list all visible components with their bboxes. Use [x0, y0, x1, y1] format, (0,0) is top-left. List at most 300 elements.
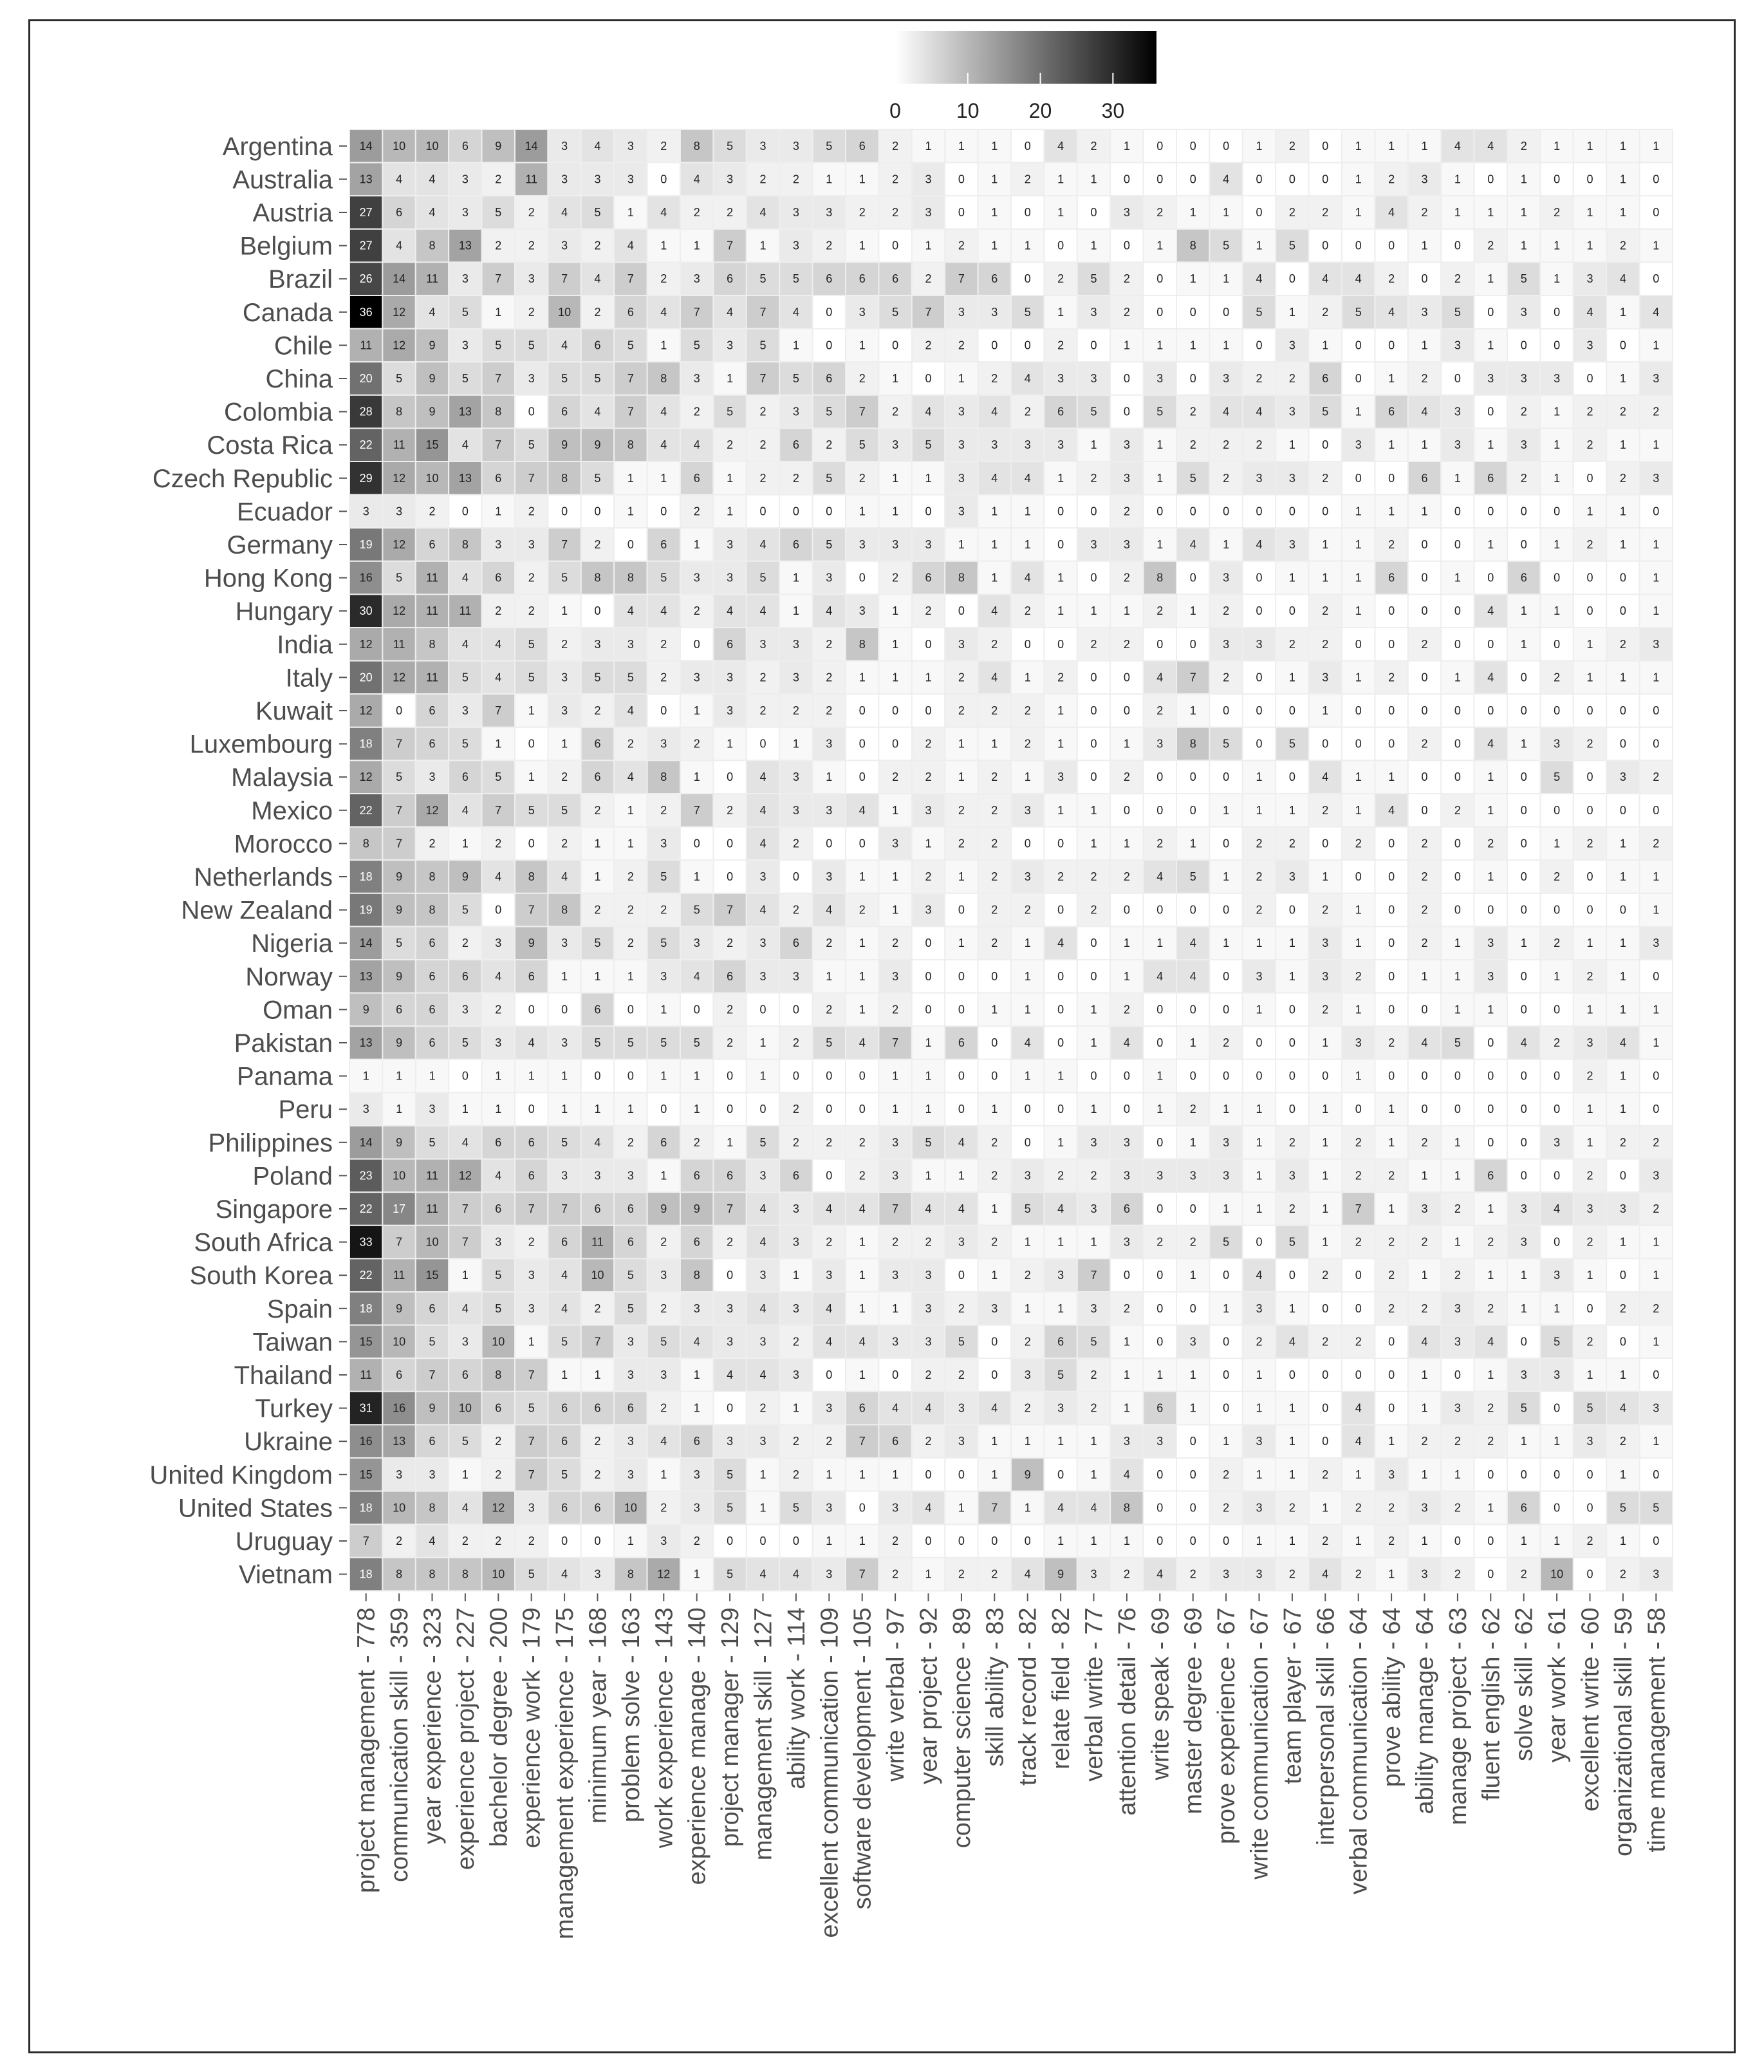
cell-value-label: 1 — [1619, 505, 1626, 518]
cell-value-label: 2 — [1520, 471, 1527, 485]
cell-value-label: 0 — [1288, 704, 1295, 717]
cell-value-label: 2 — [792, 903, 799, 917]
cell-value-label: 0 — [1355, 1302, 1362, 1315]
row-label: Australia — [232, 165, 333, 194]
cell-value-label: 3 — [958, 637, 965, 651]
cell-value-label: 2 — [495, 604, 502, 618]
cell-value-label: 3 — [826, 1401, 833, 1415]
cell-value-label: 2 — [495, 173, 502, 186]
cell-value-label: 2 — [1322, 1269, 1329, 1282]
cell-value-label: 0 — [727, 1069, 734, 1083]
cell-value-label: 0 — [1586, 1468, 1593, 1481]
cell-value-label: 2 — [826, 239, 833, 252]
cell-value-label: 6 — [1156, 1401, 1164, 1415]
cell-value-label: 1 — [1189, 837, 1196, 850]
cell-value-label: 3 — [727, 173, 734, 186]
cell-value-label: 4 — [1057, 1202, 1064, 1215]
cell-value-label: 0 — [1520, 538, 1527, 551]
cell-value-label: 1 — [1388, 1135, 1395, 1149]
cell-value-label: 1 — [1388, 770, 1395, 784]
cell-value-label: 0 — [1554, 1468, 1561, 1481]
cell-value-label: 1 — [958, 870, 965, 883]
cell-value-label: 1 — [495, 1069, 502, 1083]
cell-value-label: 5 — [495, 1302, 502, 1315]
cell-value-label: 33 — [359, 1235, 373, 1249]
cell-value-label: 0 — [1090, 339, 1097, 352]
cell-value-label: 6 — [727, 637, 734, 651]
cell-value-label: 4 — [759, 1368, 766, 1381]
cell-value-label: 3 — [792, 1235, 799, 1249]
cell-value-label: 3 — [561, 1169, 568, 1182]
cell-value-label: 1 — [892, 1468, 899, 1481]
cell-value-label: 1 — [1090, 1468, 1097, 1481]
cell-value-label: 1 — [561, 1103, 568, 1116]
cell-value-label: 1 — [1057, 173, 1064, 186]
cell-value-label: 0 — [594, 1535, 601, 1547]
cell-value-label: 6 — [792, 538, 799, 551]
cell-value-label: 19 — [359, 903, 373, 917]
cell-value-label: 0 — [892, 1368, 899, 1381]
cell-value-label: 3 — [627, 1169, 634, 1182]
cell-value-label: 2 — [792, 1435, 799, 1448]
cell-value-label: 5 — [660, 870, 667, 883]
cell-value-label: 5 — [594, 471, 601, 485]
cell-value-label: 0 — [727, 1103, 734, 1116]
cell-value-label: 0 — [1156, 1036, 1164, 1049]
cell-value-label: 2 — [1223, 1468, 1230, 1481]
cell-value-label: 1 — [1189, 1135, 1196, 1149]
cell-value-label: 1 — [1520, 206, 1527, 219]
cell-value-label: 0 — [925, 1468, 932, 1481]
cell-value-label: 5 — [859, 438, 866, 452]
cell-value-label: 3 — [1322, 937, 1329, 950]
cell-value-label: 0 — [1487, 637, 1494, 651]
cell-value-label: 0 — [1090, 969, 1097, 983]
cell-value-label: 6 — [925, 571, 932, 584]
cell-value-label: 3 — [1123, 538, 1130, 551]
row-label: Belgium — [239, 232, 333, 261]
cell-value-label: 12 — [393, 538, 406, 551]
cell-value-label: 1 — [1487, 438, 1494, 452]
cell-value-label: 2 — [429, 505, 436, 518]
cell-value-label: 2 — [693, 505, 700, 518]
cell-value-label: 0 — [1653, 969, 1660, 983]
cell-value-label: 0 — [1322, 737, 1329, 751]
cell-value-label: 1 — [991, 1468, 998, 1481]
cell-value-label: 4 — [1487, 671, 1494, 684]
cell-value-label: 3 — [396, 1468, 403, 1481]
cell-value-label: 0 — [1520, 837, 1527, 850]
cell-value-label: 5 — [660, 937, 667, 950]
cell-value-label: 0 — [859, 770, 866, 784]
cell-value-label: 18 — [359, 737, 373, 751]
cell-value-label: 3 — [1454, 1335, 1461, 1349]
cell-value-label: 0 — [1223, 1401, 1230, 1415]
cell-value-label: 0 — [1487, 1535, 1494, 1547]
cell-value-label: 0 — [1355, 737, 1362, 751]
cell-value-label: 4 — [792, 305, 799, 319]
cell-value-label: 1 — [1653, 571, 1660, 584]
cell-value-label: 3 — [892, 1501, 899, 1515]
cell-value-label: 2 — [1024, 173, 1031, 186]
cell-value-label: 2 — [1288, 139, 1295, 153]
cell-value-label: 13 — [359, 173, 373, 186]
column-label: write verbal - 97 — [882, 1607, 910, 1782]
cell-value-label: 1 — [925, 1103, 932, 1116]
cell-value-label: 4 — [693, 969, 700, 983]
cell-value-label: 0 — [1156, 1501, 1164, 1515]
cell-value-label: 1 — [1189, 704, 1196, 717]
cell-value-label: 0 — [826, 1368, 833, 1381]
legend-colorbar — [895, 31, 1156, 84]
cell-value-label: 3 — [660, 1535, 667, 1547]
cell-value-label: 0 — [660, 173, 667, 186]
cell-value-label: 2 — [1024, 604, 1031, 618]
cell-value-label: 10 — [393, 1335, 406, 1349]
cell-value-label: 9 — [396, 1302, 403, 1315]
cell-value-label: 1 — [1586, 671, 1593, 684]
cell-value-label: 1 — [859, 1269, 866, 1282]
cell-value-label: 0 — [1189, 1468, 1196, 1481]
cell-value-label: 1 — [1322, 870, 1329, 883]
cell-value-label: 0 — [1256, 571, 1263, 584]
cell-value-label: 7 — [859, 1567, 866, 1581]
cell-value-label: 3 — [1189, 1169, 1196, 1182]
column-label: excellent write - 60 — [1577, 1607, 1604, 1812]
cell-value-label: 2 — [826, 704, 833, 717]
cell-value-label: 0 — [1024, 837, 1031, 850]
cell-value-label: 2 — [958, 339, 965, 352]
cell-value-label: 2 — [727, 803, 734, 817]
cell-value-label: 4 — [660, 305, 667, 319]
cell-value-label: 1 — [528, 704, 535, 717]
cell-value-label: 0 — [1156, 637, 1164, 651]
cell-value-label: 3 — [792, 671, 799, 684]
cell-value-label: 5 — [1355, 305, 1362, 319]
cell-value-label: 4 — [826, 1202, 833, 1215]
cell-value-label: 3 — [561, 671, 568, 684]
cell-value-label: 0 — [1619, 903, 1626, 917]
cell-value-label: 6 — [429, 704, 436, 717]
cell-value-label: 1 — [1619, 1468, 1626, 1481]
cell-value-label: 0 — [1223, 505, 1230, 518]
column-label: minimum year - 168 — [584, 1607, 612, 1824]
column-label: master degree - 69 — [1180, 1607, 1207, 1815]
cell-value-label: 1 — [1189, 339, 1196, 352]
cell-value-label: 3 — [461, 272, 469, 286]
cell-value-label: 0 — [1487, 505, 1494, 518]
cell-value-label: 0 — [792, 1535, 799, 1547]
cell-value-label: 2 — [958, 1567, 965, 1581]
cell-value-label: 1 — [1421, 505, 1428, 518]
cell-value-label: 2 — [1653, 770, 1660, 784]
cell-value-label: 1 — [1421, 1535, 1428, 1547]
cell-value-label: 2 — [1487, 239, 1494, 252]
cell-value-label: 3 — [892, 1269, 899, 1282]
cell-value-label: 1 — [1090, 1036, 1097, 1049]
cell-value-label: 2 — [1322, 1335, 1329, 1349]
cell-value-label: 2 — [792, 471, 799, 485]
cell-value-label: 3 — [1454, 438, 1461, 452]
cell-value-label: 6 — [727, 1169, 734, 1182]
cell-value-label: 0 — [1256, 339, 1263, 352]
cell-value-label: 1 — [1454, 206, 1461, 219]
cell-value-label: 0 — [1421, 538, 1428, 551]
cell-value-label: 2 — [991, 803, 998, 817]
cell-value-label: 5 — [727, 139, 734, 153]
cell-value-label: 2 — [892, 1003, 899, 1016]
cell-value-label: 4 — [859, 1036, 866, 1049]
cell-value-label: 4 — [1024, 1567, 1031, 1581]
cell-value-label: 1 — [693, 1069, 700, 1083]
cell-value-label: 1 — [859, 870, 866, 883]
cell-value-label: 3 — [461, 704, 469, 717]
cell-value-label: 1 — [991, 139, 998, 153]
cell-value-label: 0 — [1520, 803, 1527, 817]
cell-value-label: 0 — [1322, 505, 1329, 518]
cell-value-label: 6 — [859, 272, 866, 286]
cell-value-label: 0 — [1520, 1468, 1527, 1481]
cell-value-label: 1 — [991, 239, 998, 252]
cell-value-label: 5 — [1653, 1501, 1660, 1515]
cell-value-label: 0 — [1189, 770, 1196, 784]
cell-value-label: 6 — [1487, 1169, 1494, 1182]
cell-value-label: 1 — [1090, 173, 1097, 186]
cell-value-label: 1 — [1189, 1401, 1196, 1415]
cell-value-label: 0 — [627, 1069, 634, 1083]
row-label: Costa Rica — [207, 431, 333, 460]
cell-value-label: 2 — [958, 1368, 965, 1381]
cell-value-label: 3 — [1586, 1435, 1593, 1448]
cell-value-label: 0 — [1024, 637, 1031, 651]
cell-value-label: 6 — [561, 1235, 568, 1249]
cell-value-label: 5 — [693, 903, 700, 917]
cell-value-label: 1 — [1355, 770, 1362, 784]
cell-value-label: 1 — [1223, 803, 1230, 817]
cell-value-label: 6 — [792, 937, 799, 950]
cell-value-label: 3 — [1554, 372, 1561, 385]
cell-value-label: 3 — [792, 139, 799, 153]
cell-value-label: 0 — [958, 604, 965, 618]
cell-value-label: 2 — [1090, 1169, 1097, 1182]
cell-value-label: 2 — [495, 1535, 502, 1547]
cell-value-label: 0 — [1355, 471, 1362, 485]
cell-value-label: 1 — [1619, 870, 1626, 883]
cell-value-label: 2 — [1090, 903, 1097, 917]
cell-value-label: 3 — [1586, 1036, 1593, 1049]
cell-value-label: 2 — [1487, 1235, 1494, 1249]
cell-value-label: 3 — [1421, 1567, 1428, 1581]
cell-value-label: 1 — [1520, 1435, 1527, 1448]
cell-value-label: 1 — [859, 1235, 866, 1249]
cell-value-label: 3 — [461, 1335, 469, 1349]
cell-value-label: 1 — [1322, 571, 1329, 584]
cell-value-label: 1 — [1421, 239, 1428, 252]
cell-value-label: 1 — [1322, 538, 1329, 551]
cell-value-label: 0 — [727, 770, 734, 784]
cell-value-label: 0 — [1421, 770, 1428, 784]
cell-value-label: 4 — [1057, 139, 1064, 153]
cell-value-label: 0 — [958, 173, 965, 186]
cell-value-label: 0 — [693, 637, 700, 651]
cell-value-label: 2 — [1223, 471, 1230, 485]
cell-value-label: 0 — [1586, 173, 1593, 186]
cell-value-label: 3 — [528, 372, 535, 385]
cell-value-label: 2 — [859, 471, 866, 485]
cell-value-label: 4 — [461, 571, 469, 584]
cell-value-label: 5 — [693, 1036, 700, 1049]
cell-value-label: 2 — [1421, 1135, 1428, 1149]
legend-tick-label: 30 — [1101, 99, 1125, 122]
cell-value-label: 0 — [925, 372, 932, 385]
cell-value-label: 8 — [429, 903, 436, 917]
cell-value-label: 3 — [792, 405, 799, 418]
cell-value-label: 0 — [1388, 1069, 1395, 1083]
cell-value-label: 0 — [1554, 571, 1561, 584]
cell-value-label: 3 — [1653, 372, 1660, 385]
cell-value-label: 1 — [759, 1501, 766, 1515]
cell-value-label: 13 — [393, 1435, 406, 1448]
cell-value-label: 1 — [1223, 1435, 1230, 1448]
cell-value-label: 10 — [425, 139, 439, 153]
cell-value-label: 5 — [528, 339, 535, 352]
cell-value-label: 1 — [1653, 339, 1660, 352]
cell-value-label: 2 — [594, 1435, 601, 1448]
cell-value-label: 4 — [826, 604, 833, 618]
row-labels — [149, 133, 347, 1589]
cell-value-label: 1 — [759, 239, 766, 252]
cell-value-label: 5 — [792, 1501, 799, 1515]
cell-value-label: 0 — [1322, 239, 1329, 252]
column-label: attention detail - 76 — [1113, 1607, 1141, 1816]
cell-value-label: 5 — [792, 272, 799, 286]
cell-value-label: 1 — [1653, 438, 1660, 452]
cell-value-label: 3 — [528, 538, 535, 551]
cell-value-label: 15 — [425, 438, 439, 452]
cell-value-label: 1 — [792, 339, 799, 352]
cell-value-label: 1 — [1355, 1535, 1362, 1547]
cell-value-label: 3 — [594, 1169, 601, 1182]
cell-value-label: 0 — [1388, 637, 1395, 651]
cell-value-label: 1 — [461, 837, 469, 850]
cell-value-label: 1 — [1189, 1036, 1196, 1049]
cell-value-label: 9 — [528, 937, 535, 950]
cell-value-label: 0 — [1256, 1069, 1263, 1083]
cell-value-label: 0 — [1123, 1269, 1130, 1282]
cell-value-label: 4 — [759, 538, 766, 551]
cell-value-label: 0 — [1355, 704, 1362, 717]
cell-value-label: 6 — [495, 1401, 502, 1415]
cell-value-label: 2 — [925, 1435, 932, 1448]
cell-value-label: 1 — [1288, 969, 1295, 983]
cell-value-label: 0 — [1355, 1269, 1362, 1282]
cell-value-label: 6 — [1487, 471, 1494, 485]
cell-value-label: 4 — [1322, 770, 1329, 784]
cell-value-label: 3 — [1189, 1335, 1196, 1349]
cell-value-label: 3 — [1090, 1135, 1097, 1149]
cell-value-label: 6 — [461, 1368, 469, 1381]
cell-value-label: 2 — [727, 1003, 734, 1016]
row-label: Luxembourg — [189, 730, 333, 759]
cell-value-label: 0 — [1586, 1302, 1593, 1315]
cell-value-label: 6 — [660, 538, 667, 551]
cell-value-label: 0 — [1189, 903, 1196, 917]
cell-value-label: 6 — [429, 937, 436, 950]
cell-value-label: 0 — [1454, 604, 1461, 618]
cell-value-label: 5 — [727, 1501, 734, 1515]
cell-value-label: 2 — [792, 1335, 799, 1349]
cell-value-label: 0 — [1024, 1103, 1031, 1116]
cell-value-label: 0 — [1421, 1003, 1428, 1016]
cell-value-label: 0 — [1520, 870, 1527, 883]
cell-value-label: 0 — [1223, 770, 1230, 784]
cell-value-label: 0 — [958, 1535, 965, 1547]
cell-value-label: 0 — [1189, 505, 1196, 518]
cell-value-label: 0 — [859, 1501, 866, 1515]
cell-value-label: 1 — [1322, 1501, 1329, 1515]
cell-value-label: 1 — [1322, 1103, 1329, 1116]
cell-value-label: 3 — [693, 671, 700, 684]
cell-value-label: 0 — [1586, 903, 1593, 917]
cell-value-label: 2 — [1554, 206, 1561, 219]
cell-value-label: 0 — [1057, 1103, 1064, 1116]
cell-value-label: 10 — [425, 471, 439, 485]
cell-value-label: 3 — [528, 1269, 535, 1282]
cell-value-label: 5 — [727, 1468, 734, 1481]
cell-value-label: 0 — [1554, 1501, 1561, 1515]
cell-value-label: 2 — [826, 1235, 833, 1249]
column-label: interpersonal skill - 66 — [1312, 1607, 1340, 1846]
legend-tick-label: 10 — [956, 99, 979, 122]
cell-value-label: 3 — [1123, 1435, 1130, 1448]
cell-value-label: 4 — [1421, 405, 1428, 418]
cell-value-label: 2 — [925, 1368, 932, 1381]
cell-value-label: 0 — [1024, 206, 1031, 219]
cell-value-label: 0 — [1554, 1169, 1561, 1182]
cell-value-label: 1 — [1586, 1269, 1593, 1282]
cell-value-label: 3 — [1256, 637, 1263, 651]
cell-value-label: 0 — [1487, 1069, 1494, 1083]
cell-value-label: 3 — [892, 1335, 899, 1349]
cell-value-label: 1 — [1554, 837, 1561, 850]
cell-value-label: 2 — [1090, 1401, 1097, 1415]
cell-value-label: 3 — [1586, 339, 1593, 352]
cell-value-label: 3 — [1288, 471, 1295, 485]
cell-value-label: 1 — [1057, 604, 1064, 618]
cell-value-label: 6 — [461, 139, 469, 153]
cell-value-label: 4 — [1388, 803, 1395, 817]
cell-value-label: 3 — [1520, 1368, 1527, 1381]
cell-value-label: 9 — [362, 1003, 369, 1016]
cell-value-label: 0 — [1454, 737, 1461, 751]
cell-value-label: 0 — [1454, 903, 1461, 917]
cell-value-label: 1 — [693, 1368, 700, 1381]
row-label: Netherlands — [194, 863, 333, 891]
cell-value-label: 1 — [1288, 1468, 1295, 1481]
cell-value-label: 0 — [892, 737, 899, 751]
cell-value-label: 3 — [792, 969, 799, 983]
cell-value-label: 7 — [859, 1435, 866, 1448]
cell-value-label: 4 — [1123, 1036, 1130, 1049]
row-label: Poland — [252, 1162, 333, 1191]
cell-value-label: 18 — [359, 870, 373, 883]
cell-value-label: 13 — [458, 471, 472, 485]
cell-value-label: 4 — [859, 803, 866, 817]
cell-value-label: 3 — [759, 139, 766, 153]
cell-value-label: 6 — [693, 1435, 700, 1448]
cell-value-label: 1 — [1653, 870, 1660, 883]
cell-value-label: 3 — [627, 1335, 634, 1349]
